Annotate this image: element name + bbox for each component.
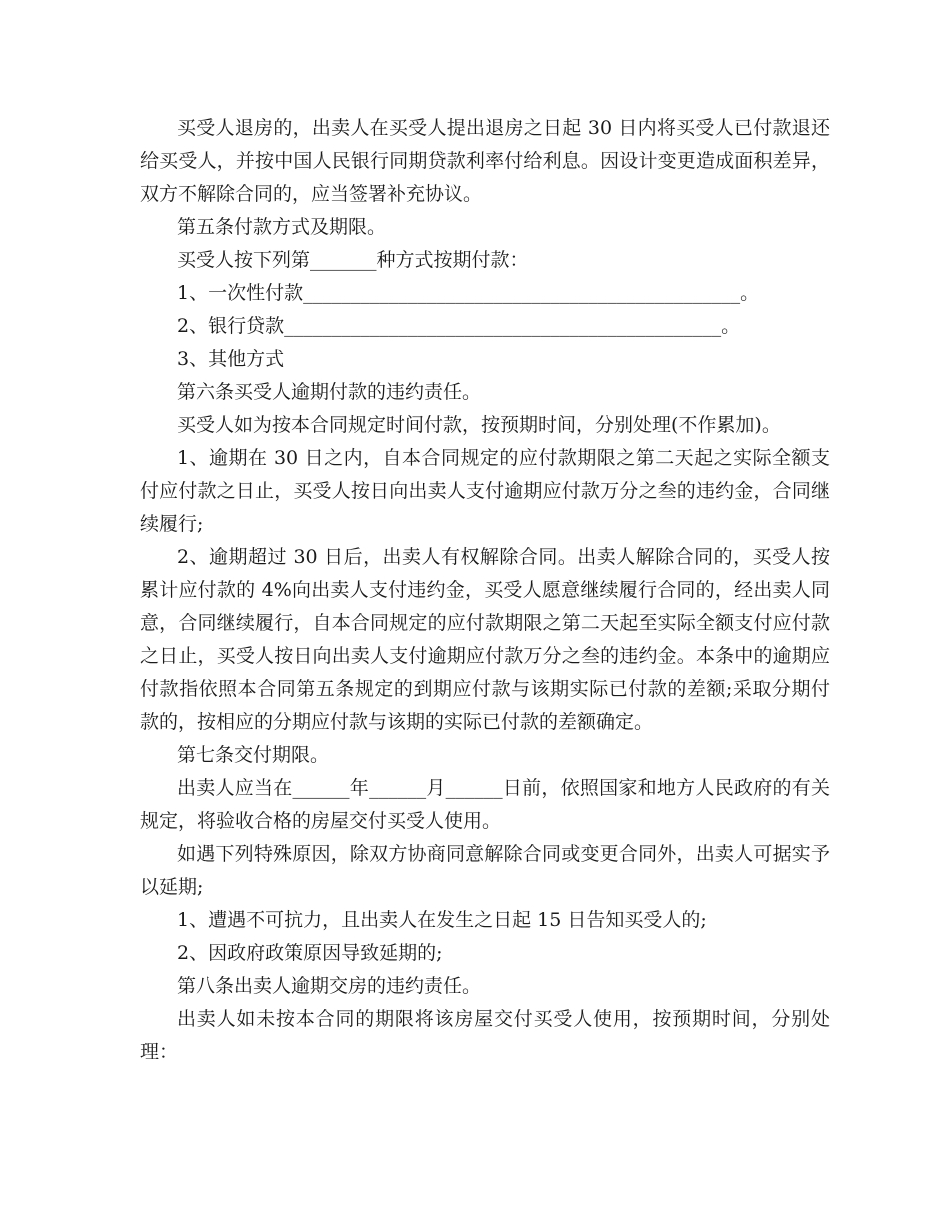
paragraph-late-delivery: 出卖人如未按本合同的期限将该房屋交付买受人使用，按预期时间，分别处理： xyxy=(140,1008,830,1063)
heading-article-6: 第六条买受人逾期付款的违约责任。 xyxy=(177,381,482,403)
list-item-within-30-days: 1、逾期在 30 日之内，自本合同规定的应付款期限之第二天起之实际全额支付应付款之日止，买受人按日向出卖人支付逾期应付款万分之叁的违约金，合同继续履行; xyxy=(140,447,830,535)
list-item-force-majeure: 1、遭遇不可抗力，且出卖人在发生之日起 15 日告知买受人的; xyxy=(177,909,707,931)
list-item-other-method: 3、其他方式 xyxy=(177,348,285,370)
paragraph-extension-reasons: 如遇下列特殊原因，除双方协商同意解除合同或变更合同外，出卖人可据实予以延期; xyxy=(140,843,830,898)
document-body xyxy=(140,112,830,1069)
list-item-policy-delay: 2、因政府政策原因导致延期的; xyxy=(177,942,443,964)
paragraph-delivery-date: 出卖人应当在______年______月______日前，依照国家和地方人民政府的有关规定，将验收合格的房屋交付买受人使用。 xyxy=(140,777,830,832)
heading-article-7: 第七条交付期限。 xyxy=(177,744,330,766)
list-item-over-30-days: 2、逾期超过 30 日后，出卖人有权解除合同。出卖人解除合同的，买受人按累计应付款的 4%向出卖人支付违约金，买受人愿意继续履行合同的，经出卖人同意，合同继续履行，自本合同规定的应付款期限之第二天起至实际全额支付应付款之日止，买受人按日向出卖人支付逾期应付款万分之叁的违约金。本条中的逾期应付款指依照本合同第五条规定的到期应付款与该期实际已付款的差额;采取分期付款的，按相应的分期应付款与该期的实际已付款的差额确定。 xyxy=(140,546,830,733)
heading-article-5: 第五条付款方式及期限。 xyxy=(177,216,387,238)
paragraph-payment-method: 买受人按下列第_______种方式按期付款： xyxy=(177,249,529,271)
heading-article-8: 第八条出卖人逾期交房的违约责任。 xyxy=(177,975,482,997)
list-item-bank-loan: 2、银行贷款______________________________________________。 xyxy=(177,315,741,337)
paragraph-refund-terms: 买受人退房的，出卖人在买受人提出退房之日起 30 日内将买受人已付款退还给买受人，并按中国人民银行同期贷款利率付给利息。因设计变更造成面积差异，双方不解除合同的，应当签署补充协议。 xyxy=(140,117,830,205)
list-item-lump-sum: 1、一次性付款______________________________________________。 xyxy=(177,282,760,304)
paragraph-late-payment-intro: 买受人如为按本合同规定时间付款，按预期时间，分别处理(不作累加)。 xyxy=(177,414,781,436)
